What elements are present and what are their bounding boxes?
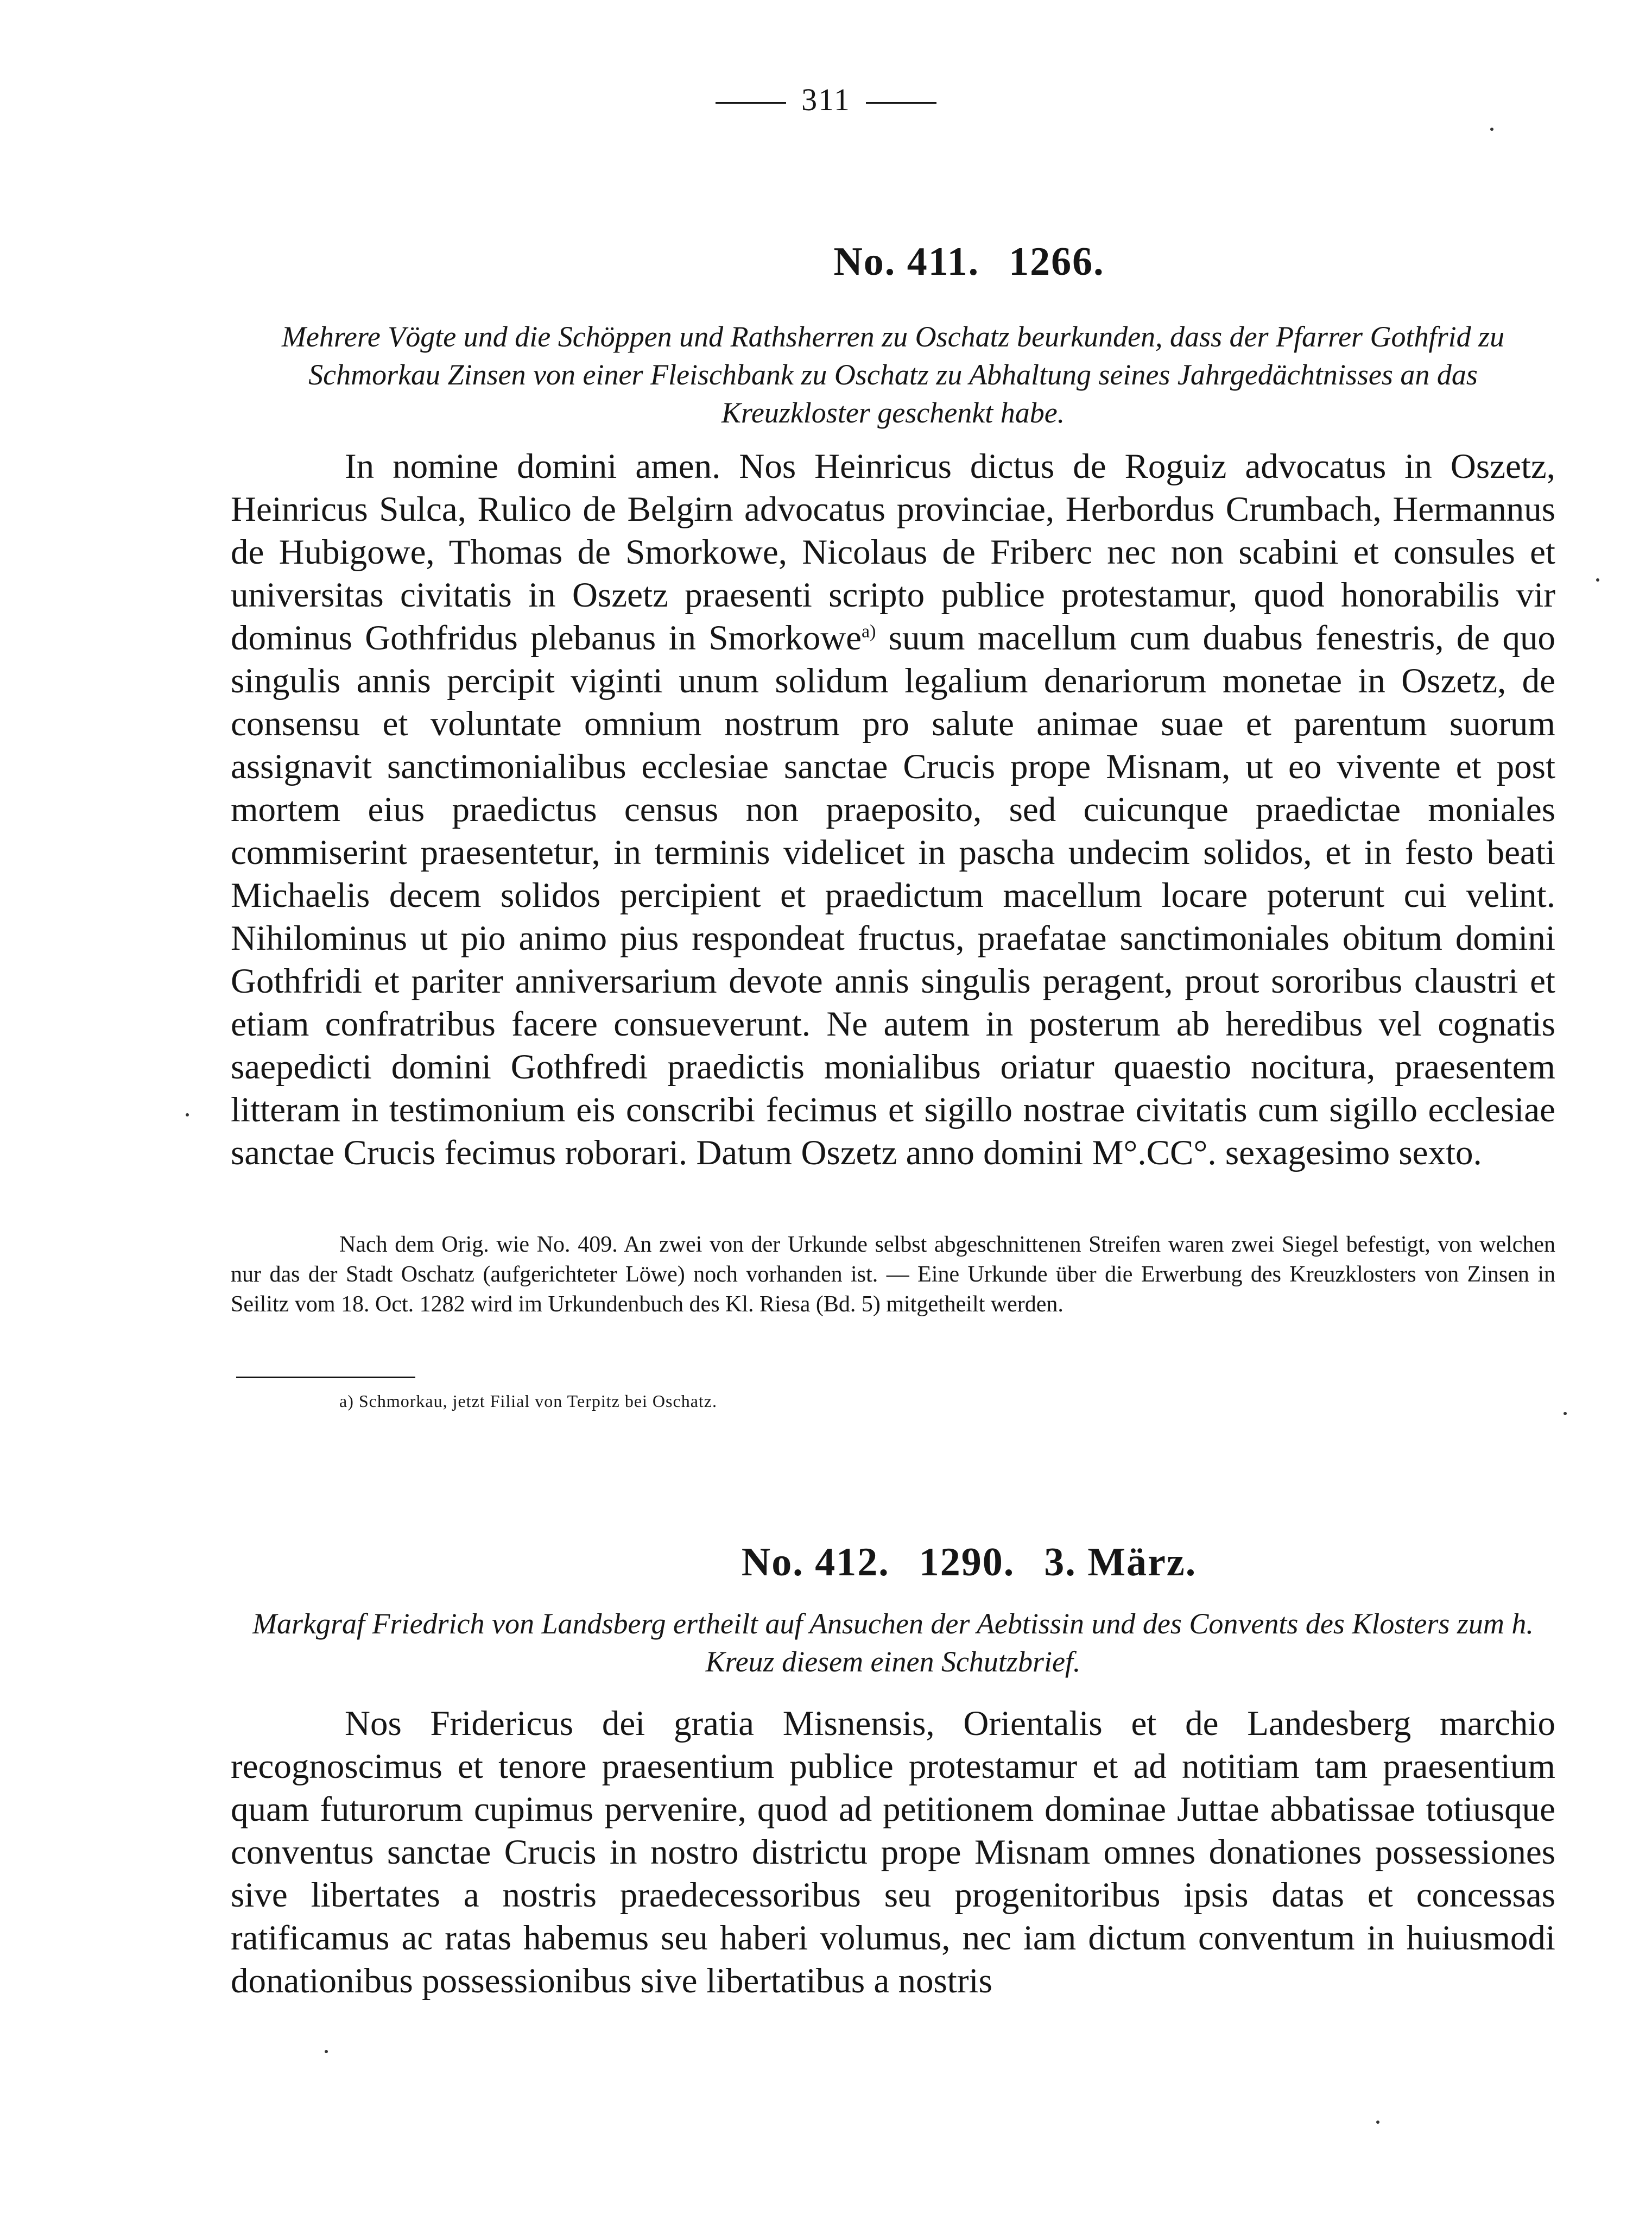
charter-heading xyxy=(231,239,1555,285)
charter-412 xyxy=(231,1539,1555,1586)
charter-411-body-block xyxy=(231,445,1555,1175)
page-number: 311 xyxy=(801,82,851,117)
footnote-block xyxy=(231,1377,1555,1411)
charter-411 xyxy=(231,239,1555,285)
scan-speck xyxy=(1564,1412,1567,1415)
scan-speck xyxy=(1376,2121,1379,2124)
charter-day: 3. März. xyxy=(1044,1540,1197,1585)
footnote-rule xyxy=(236,1377,415,1378)
charter-412-body-block xyxy=(231,1702,1555,2003)
charter-date: 1290. xyxy=(919,1540,1015,1585)
scan-speck xyxy=(1596,578,1599,582)
charter-411-regest-block xyxy=(231,318,1555,432)
scan-speck xyxy=(1490,128,1493,131)
scan-speck xyxy=(325,2050,328,2053)
charter-date: 1266. xyxy=(1009,239,1105,284)
charter-heading xyxy=(231,1539,1555,1586)
charter-text: Nos Fridericus dei gratia Misnensis, Orientalis et de Landesberg marchio recognoscimus et tenore praesentium publice protestamur et ad notitiam tam praesentium quam futurorum cupimus pervenire, quod ad petitionem dominae Juttae abbatissae totiusque conventus sanctae Crucis in nostro districtu prope Misnam omnes donationes possessiones sive libertates a nostris praedecessoribus seu progenitoribus ipsis datas et concessas ratificamus ac ratas habemus seu haberi volumus, nec iam dictum conventum in huiusmodi donationibus possessionibus sive libertatibus a nostris xyxy=(231,1704,1555,2001)
charter-regest: Mehrere Vögte und die Schöppen und Rathsherren zu Oschatz beurkunden, dass der Pfarrer Gothfrid zu Schmorkau Zinsen von einer Fleischbank zu Oschatz zu Abhaltung seines Jahrgedächtnisses an das Kreuzkloster geschenkt habe. xyxy=(281,320,1505,429)
charter-text-part-2: suum macellum cum duabus fenestris, de quo singulis annis percipit viginti unum solidum legalium denariorum monetae in Oszetz, de consensu et voluntate omnium nostrum pro salute animae suae et parentum suorum assignavit sanctimonialibus ecclesiae sanctae Crucis prope Misnam, ut eo vivente et post mortem eius praedictus census non praeposito, sed cuicunque praedictae moniales commiserint praesentetur, in terminis videlicet in pascha undecim solidos, et in festo beati Michaelis decem solidos percipient et praedictum macellum locare poterunt cui velint. Nihilominus ut pio animo pius respondeat fructus, praefatae sanctimoniales obitum domini Gothfridi et pariter anniversarium devote annis singulis peragent, prout sororibus claustri et etiam confratribus facere consueverunt. Ne autem in posterum ab heredibus vel cognatis saepedicti domini Gothfredi praedictis monialibus oriatur quaestio nocitura, praesentem litteram in testimonium eis conscribi fecimus et sigillo nostrae civitatis cum sigillo ecclesiae sanctae Crucis fecimus roborari. Datum Oszetz anno domini M°.CC°. sexagesimo sexto. xyxy=(231,619,1556,1172)
charter-number: No. 412. xyxy=(741,1540,890,1585)
charter-text-part-1: In nomine domini amen. Nos Heinricus dictus de Roguiz advocatus in Oszetz, Heinricus Sulca, Rulico de Belgirn advocatus provinciae, Herbordus Crumbach, Hermannus de Hubigowe, Thomas de Smorkowe, Nicolaus de Friberc nec non scabini et consules et universitas civitatis in Oszetz praesenti scripto publice protestamur, quod honorabilis vir dominus Gothfridus plebanus in Smorkowe xyxy=(231,447,1555,658)
charter-number: No. 411. xyxy=(833,239,980,284)
charter-regest: Markgraf Friedrich von Landsberg ertheilt auf Ansuchen der Aebtissin und des Convents des Klosters zum h. Kreuz diesem einen Schutzbrief. xyxy=(252,1607,1534,1678)
charter-text xyxy=(231,445,1555,1175)
header-dash-right xyxy=(866,102,936,104)
footnote-a: a) Schmorkau, jetzt Filial von Terpitz bei Oschatz. xyxy=(339,1391,717,1411)
page-header xyxy=(0,81,1652,118)
scan-speck xyxy=(186,1113,189,1116)
header-dash-left xyxy=(716,102,786,104)
editorial-note: Nach dem Orig. wie No. 409. An zwei von der Urkunde selbst abgeschnittenen Streifen waren zwei Siegel befestigt, von welchen nur das der Stadt Oschatz (aufgerichteter Löwe) noch vorhanden ist. — Eine Urkunde über die Erwerbung des Kreuzklosters von Zinsen in Seilitz vom 18. Oct. 1282 wird im Urkundenbuch des Kl. Riesa (Bd. 5) mitgetheilt werden. xyxy=(231,1232,1555,1317)
charter-412-regest-block xyxy=(231,1605,1555,1681)
footnote-mark: a) xyxy=(862,621,876,642)
charter-411-note-block xyxy=(231,1230,1555,1320)
